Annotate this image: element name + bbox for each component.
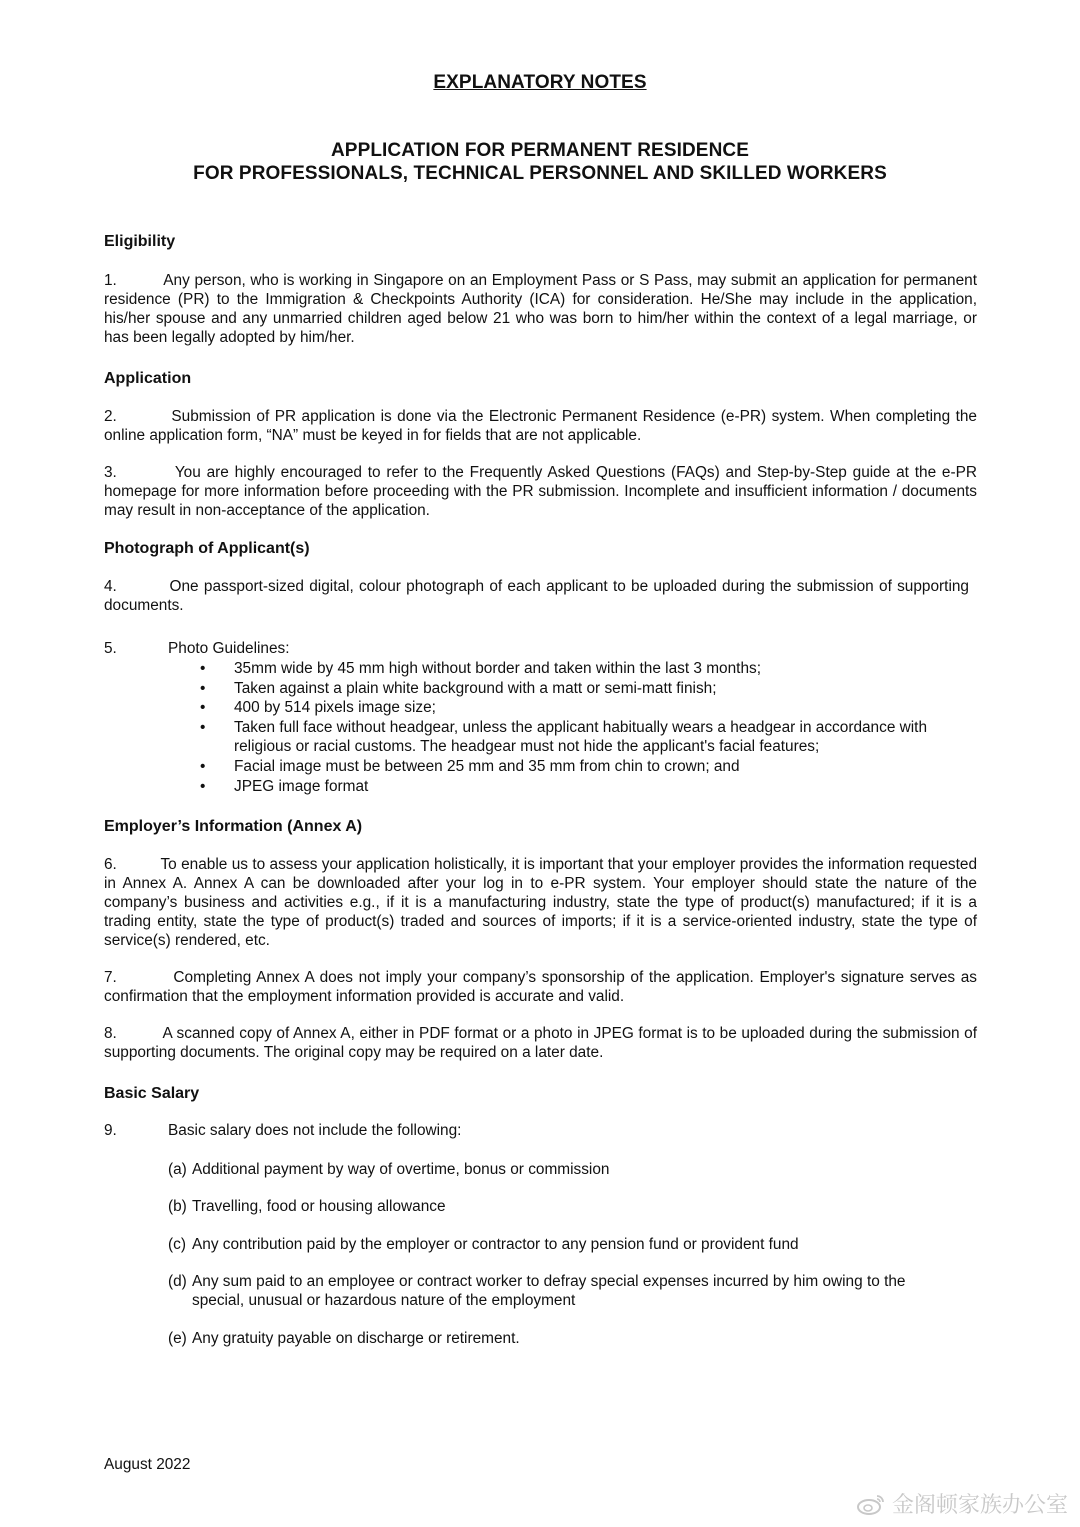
photo-guideline-item: • JPEG image format xyxy=(200,777,369,795)
bullet-icon: • xyxy=(200,699,206,717)
document-subtitle-line2: FOR PROFESSIONALS, TECHNICAL PERSONNEL AND SKILLED WORKERS xyxy=(193,163,887,184)
footer-date: August 2022 xyxy=(104,1456,191,1473)
paragraph-5-label: Photo Guidelines: xyxy=(168,640,290,657)
photo-guideline-item: • Facial image must be between 25 mm and 35 mm from chin to crown; and xyxy=(200,757,740,775)
document-title: EXPLANATORY NOTES xyxy=(433,72,647,93)
paragraph-4: 4. One passport-sized digital, colour photograph of each applicant to be uploaded during the submission of supporting documents. xyxy=(104,578,969,614)
paragraph-7: 7. Completing Annex A does not imply your company’s sponsorship of the application. Employer's signature serves as confirmation that the employment information provided is accurate and valid. xyxy=(104,969,977,1005)
salary-exclusion-d: (d) Any sum paid to an employee or contract worker to defray special expenses incurred by him owing to the special, unusual or hazardous nature of the employment xyxy=(168,1273,906,1309)
paragraph-1: 1. Any person, who is working in Singapore on an Employment Pass or S Pass, may submit an application for permanent residence (PR) to the Immigration & Checkpoints Authority (ICA) for consideration. He/She may include in the application, his/her spouse and any unmarried children aged below 21 who was born to him/her within the context of a legal marriage, or has been legally adopted by him/her. xyxy=(104,272,977,346)
heading-eligibility: Eligibility xyxy=(104,233,176,250)
photo-guidelines-list xyxy=(200,659,980,796)
weibo-logo-icon xyxy=(856,1493,886,1515)
salary-exclusion-a: (a) Additional payment by way of overtime, bonus or commission xyxy=(168,1161,610,1178)
salary-exclusion-c: (c) Any contribution paid by the employer or contractor to any pension fund or provident fund xyxy=(168,1236,799,1253)
document-subtitle-line1: APPLICATION FOR PERMANENT RESIDENCE xyxy=(330,140,749,161)
salary-exclusion-e: (e) Any gratuity payable on discharge or retirement. xyxy=(168,1330,520,1347)
bullet-icon: • xyxy=(200,660,206,677)
bullet-icon: • xyxy=(200,777,206,795)
heading-application: Application xyxy=(104,370,192,387)
photo-guideline-item: • 400 by 514 pixels image size; xyxy=(200,699,436,717)
watermark-text: 金阁顿家族办公室 xyxy=(891,1493,1068,1518)
bullet-icon: • xyxy=(200,757,206,775)
photo-guideline-item: • 35mm wide by 45 mm high without border and taken within the last 3 months; xyxy=(200,660,761,677)
heading-employer-information: Employer’s Information (Annex A) xyxy=(104,818,363,835)
paragraph-9-number: 9. xyxy=(104,1122,117,1139)
paragraph-3: 3. You are highly encouraged to refer to the Frequently Asked Questions (FAQs) and Step-by-Step guide at the e-PR homepage for more information before proceeding with the PR submission. Incomplete and insufficient information / documents may result in non-acceptance of the application. xyxy=(104,464,977,519)
heading-photograph: Photograph of Applicant(s) xyxy=(104,540,310,557)
paragraph-6: 6. To enable us to assess your application holistically, it is important that your employer provides the information requested in Annex A. Annex A can be downloaded after your log in to e-PR system. Your employer should state the nature of the company’s business and activities e.g., if it is a manufacturing industry, state the type of product(s) manufactured; if it is a trading entity, state the type of product(s) traded and sources of imports; if it is a service-oriented industry, state the type of service(s) rendered, etc. xyxy=(104,856,977,949)
salary-exclusion-b: (b) Travelling, food or housing allowance xyxy=(168,1198,446,1215)
watermark xyxy=(856,1488,1068,1519)
paragraph-2: 2. Submission of PR application is done via the Electronic Permanent Residence (e-PR) system. When completing the online application form, “NA” must be keyed in for fields that are not applicable. xyxy=(104,408,977,444)
paragraph-9-label: Basic salary does not include the following: xyxy=(168,1122,462,1139)
bullet-icon: • xyxy=(200,718,206,736)
paragraph-5-number: 5. xyxy=(104,640,117,657)
heading-basic-salary: Basic Salary xyxy=(104,1085,200,1102)
photo-guideline-item: • Taken against a plain white background with a matt or semi-matt finish; xyxy=(200,679,717,697)
bullet-icon: • xyxy=(200,679,206,697)
photo-guideline-item: • Taken full face without headgear, unless the applicant habitually wears a headgear in accordance with religious or racial customs. The headgear must not hide the applicant's facial features; xyxy=(200,718,928,756)
paragraph-8: 8. A scanned copy of Annex A, either in PDF format or a photo in JPEG format is to be uploaded during the submission of supporting documents. The original copy may be required on a later date. xyxy=(104,1025,977,1061)
